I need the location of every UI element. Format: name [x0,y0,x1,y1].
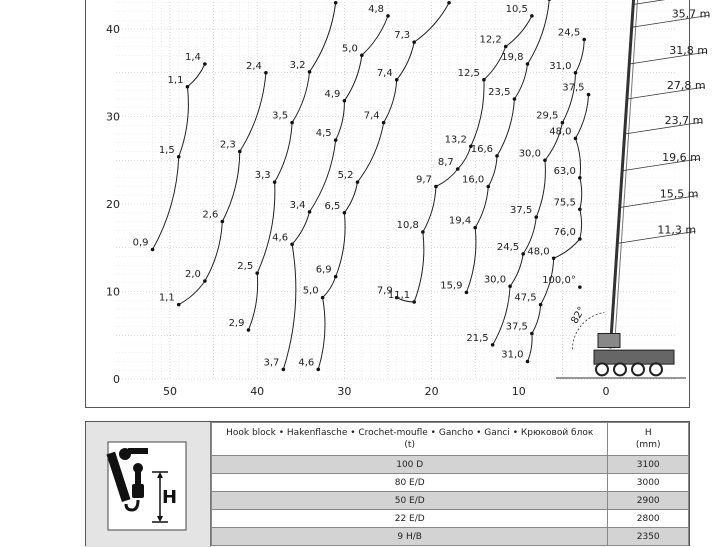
hook-block-icon [108,442,186,530]
load-point [203,62,207,66]
load-point [456,167,460,171]
load-point [521,252,525,256]
load-point [412,300,416,304]
load-point [334,275,338,279]
load-label: 29,5 [536,110,559,122]
hook-block-cell: 50 E/D [212,492,608,510]
crane-boom [610,0,634,348]
load-point [290,121,294,125]
load-point [412,40,416,44]
load-point [543,158,547,162]
crane-cab [598,334,620,348]
load-point [334,1,338,5]
crane-body [594,350,674,364]
load-label [429,0,445,2]
load-point [308,210,312,214]
crane-boom-edge [614,0,638,348]
x-tick-label: 10 [511,385,526,398]
load-label: 23,5 [488,87,511,98]
load-curve [315,3,449,370]
hook-block-panel [85,421,690,546]
load-label: 5,0 [341,43,358,55]
load-point [447,1,451,5]
hook-block-cell: 22 E/D [212,510,608,528]
load-point [316,368,320,372]
load-point [578,207,582,211]
load-point [465,291,469,295]
working-range-chart [86,0,711,409]
load-point [526,62,530,66]
load-point [582,38,586,42]
load-point [434,185,438,189]
x-tick-label: 40 [250,385,265,398]
header-hook-block-unit: (t) [404,440,415,450]
height-cell: 2800 [608,510,689,528]
load-label: 1,4 [184,52,201,63]
header-hook-block [212,423,608,456]
height-cell: 2350 [608,528,689,546]
load-label: 3,7 [263,357,280,369]
x-tick-label: 20 [424,385,439,398]
header-hook-block-text: Hook block • Hakenflasche • Crochet-moufle • Gancho • Ganci • Крюковой блок [226,428,594,438]
load-point [247,328,251,332]
load-point [343,211,347,215]
load-point [578,176,582,180]
load-point [548,0,552,1]
boom-length-label: 35,7 m [671,7,711,21]
load-label: 6,5 [324,200,341,212]
load-point [177,155,181,159]
load-label: 13,2 [444,134,467,146]
y-tick-label: 40 [106,23,120,36]
y-tick-label: 20 [106,198,120,211]
load-label: 76,0 [553,227,576,238]
load-point [382,121,386,125]
boom-length-label: 27,8 m [666,79,706,92]
load-label: 4,5 [315,128,332,140]
y-tick-label: 10 [106,285,120,299]
load-point [587,93,591,97]
load-label [316,0,332,2]
load-point [221,220,225,224]
load-curve [248,3,335,330]
hook-block-icon-cell [86,422,211,547]
hook-block-cell: 100 D [212,456,608,474]
load-label: 30,0 [483,274,507,286]
load-point [473,226,477,230]
boom-length-label: 19,6 m [662,150,701,164]
boom-length-label: 11,3 m [657,223,697,237]
load-label: 11,1 [387,290,411,301]
load-point [282,368,286,372]
load-label: 16,6 [470,143,493,155]
load-label: 37,5 [562,82,585,94]
hook-block-cell: 9 H/B [212,528,608,546]
load-label: 30,0 [518,148,541,160]
load-point [578,285,582,289]
load-label: 9,7 [416,174,432,186]
load-point [255,271,259,275]
load-point [534,215,538,219]
load-label: 16,0 [462,174,485,186]
load-point [561,121,565,125]
load-label: 1,1 [167,74,184,86]
load-label: 4,8 [368,3,384,15]
y-tick-label: 0 [113,373,120,386]
load-label: 31,0 [549,60,572,72]
height-cell: 3100 [608,456,689,474]
table-row [212,528,689,546]
load-label: 2,3 [219,139,236,151]
load-label: 31,0 [501,349,524,361]
load-label: 48,0 [527,246,550,258]
hook-block-table [211,422,689,546]
load-point [386,14,390,18]
header-height-unit: (mm) [635,440,661,450]
load-label: 1,1 [158,292,175,304]
load-label: 2,4 [246,60,262,72]
load-point [578,237,582,241]
load-point [186,85,190,89]
y-tick-label: 30 [106,110,120,124]
load-label: 37,5 [505,321,528,333]
load-point [238,150,242,154]
load-label: 37,5 [509,205,533,217]
boom-length-label: 31,8 m [669,44,708,57]
load-label: 12,5 [457,67,480,79]
load-point [539,303,543,307]
load-point [495,154,499,158]
load-point [491,343,495,347]
load-point [552,256,556,260]
load-label: 7,9 [376,285,393,297]
header-height-text: H [644,428,652,438]
load-label: 3,5 [272,110,289,122]
load-label: 10,8 [396,220,419,231]
load-point [513,97,517,101]
load-label: 3,3 [254,170,271,182]
load-point [177,303,181,307]
load-point [530,332,534,336]
load-label: 2,6 [202,209,219,221]
load-label: 2,5 [237,261,254,273]
load-point [508,284,512,288]
table-row [212,492,689,510]
load-label: 6,9 [315,264,332,276]
load-point [203,279,207,283]
boom-length-tick [633,0,711,5]
height-cell: 3000 [608,474,689,492]
load-label: 3,2 [289,59,306,71]
load-label: 21,5 [466,332,489,344]
load-label: 10,5 [505,3,528,15]
load-point [360,53,364,57]
load-point [526,360,530,364]
load-label: 2,0 [184,269,201,280]
load-point [486,185,490,189]
table-row [212,456,689,474]
load-point [356,180,360,184]
load-point [482,78,486,82]
height-cell: 2900 [608,492,689,510]
load-point [308,70,312,74]
crane-wheel [632,363,644,375]
load-point [264,71,268,75]
load-label: 47,5 [514,292,537,304]
load-point [321,296,325,300]
load-point [334,138,338,142]
load-point [395,78,399,82]
x-tick-label: 50 [163,385,177,398]
crane-wheel [596,363,608,375]
load-label: 75,5 [553,197,576,209]
load-point [530,14,534,18]
load-point [273,180,277,184]
load-point [574,71,578,75]
load-chart-frame [85,0,711,408]
load-label: 3,4 [289,199,306,211]
crane-wheel [614,363,626,375]
crane-wheel [650,363,662,375]
load-label: 100,0° [542,275,576,287]
angle-label: 82° [569,305,588,326]
load-label: 5,0 [302,285,319,297]
load-label: 24,5 [557,27,581,39]
load-label: 48,0 [549,126,572,138]
load-label: 2,9 [228,318,245,329]
load-label: 7,4 [376,67,393,79]
load-point [574,137,578,141]
header-height [608,423,689,456]
load-label: 63,0 [553,165,576,177]
load-point [290,242,294,246]
load-label: 4,6 [272,232,289,244]
load-point [343,99,347,103]
boom-length-label: 15,5 m [659,187,699,201]
load-label: 8,7 [437,157,454,168]
load-label: 0,9 [132,237,149,249]
table-header-row [212,423,689,456]
load-label: 24,5 [496,241,520,253]
load-label: 4,6 [298,357,315,369]
load-label: 12,2 [479,34,502,46]
load-point [504,45,508,49]
load-label: 7,3 [394,30,411,42]
hook-height-label: H [162,487,178,508]
x-tick-label: 0 [602,385,610,398]
load-label: 5,2 [337,170,354,182]
load-point [421,230,425,234]
load-label: 19,8 [501,52,524,63]
load-label: 1,5 [158,144,175,156]
load-point [151,248,155,252]
load-label: 4,9 [324,88,341,100]
table-row [212,510,689,528]
boom-length-label: 23,7 m [664,114,704,127]
table-row [212,474,689,492]
load-label: 19,4 [448,215,472,227]
x-tick-label: 30 [337,385,352,398]
load-label: 7,4 [363,110,380,122]
hook-block-cell: 80 E/D [212,474,608,492]
load-label: 15,9 [440,280,463,292]
